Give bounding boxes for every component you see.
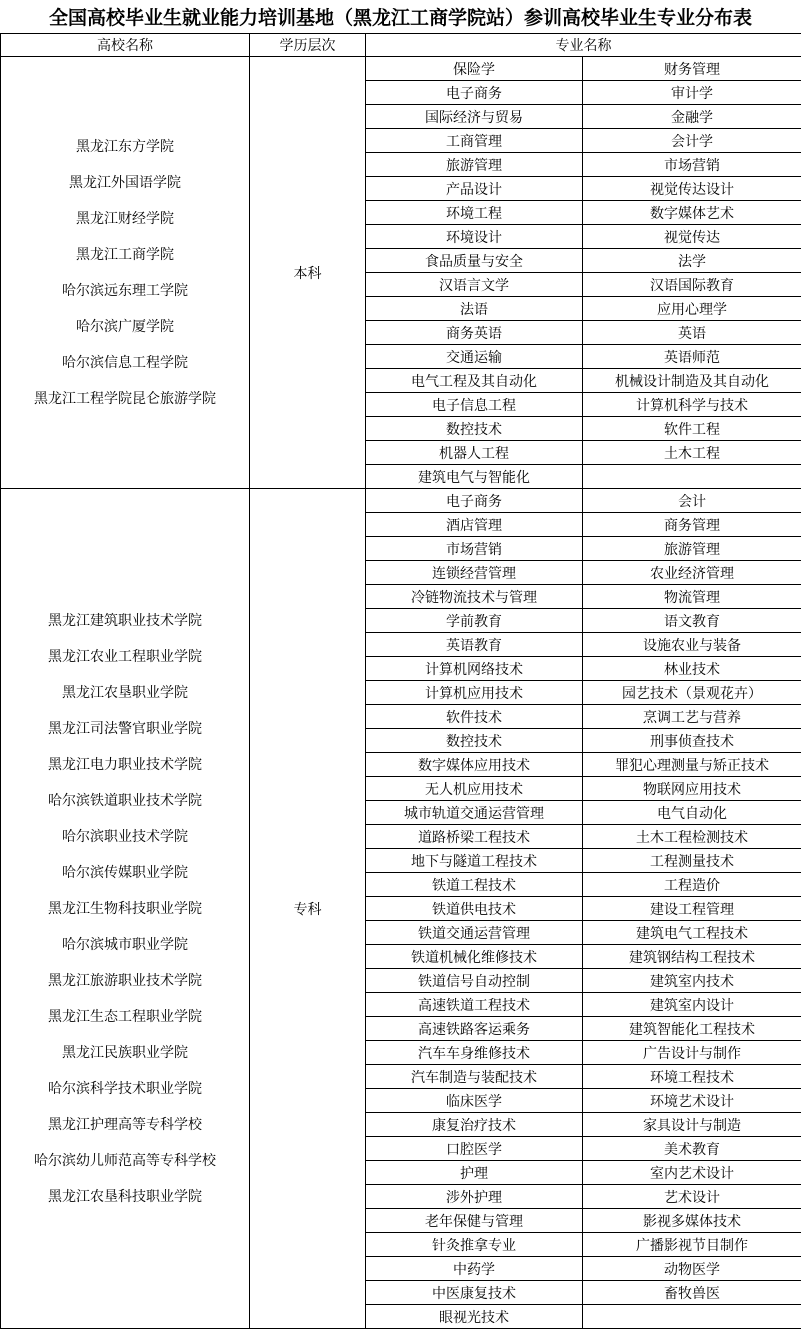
major-left: 电子商务 — [366, 489, 583, 513]
school-name: 黑龙江生态工程职业学院 — [48, 1008, 202, 1025]
major-right: 土木工程检测技术 — [583, 825, 801, 849]
major-right: 市场营销 — [583, 153, 801, 177]
major-right: 环境工程技术 — [583, 1065, 801, 1089]
major-right: 建筑电气工程技术 — [583, 921, 801, 945]
school-name: 哈尔滨幼儿师范高等专科学校 — [34, 1152, 216, 1169]
school-name: 哈尔滨广厦学院 — [76, 318, 174, 335]
major-right: 刑事侦查技术 — [583, 729, 801, 753]
major-left: 旅游管理 — [366, 153, 583, 177]
header-level: 学历层次 — [250, 34, 366, 57]
major-left: 中医康复技术 — [366, 1281, 583, 1305]
major-left: 商务英语 — [366, 321, 583, 345]
school-name: 黑龙江财经学院 — [76, 210, 174, 227]
major-left: 汽车车身维修技术 — [366, 1041, 583, 1065]
major-left: 无人机应用技术 — [366, 777, 583, 801]
major-left: 学前教育 — [366, 609, 583, 633]
major-left: 食品质量与安全 — [366, 249, 583, 273]
major-right: 语文教育 — [583, 609, 801, 633]
major-right: 广告设计与制作 — [583, 1041, 801, 1065]
school-list — [1, 129, 249, 417]
major-left: 法语 — [366, 297, 583, 321]
major-right: 建筑室内技术 — [583, 969, 801, 993]
major-right: 建筑钢结构工程技术 — [583, 945, 801, 969]
major-left: 城市轨道交通运营管理 — [366, 801, 583, 825]
major-right: 汉语国际教育 — [583, 273, 801, 297]
major-left: 数字媒体应用技术 — [366, 753, 583, 777]
major-right: 艺术设计 — [583, 1185, 801, 1209]
major-right: 农业经济管理 — [583, 561, 801, 585]
major-right: 旅游管理 — [583, 537, 801, 561]
major-left: 中药学 — [366, 1257, 583, 1281]
header-major: 专业名称 — [366, 34, 801, 57]
major-left: 铁道工程技术 — [366, 873, 583, 897]
major-right: 计算机科学与技术 — [583, 393, 801, 417]
major-left: 道路桥梁工程技术 — [366, 825, 583, 849]
school-name: 黑龙江生物科技职业学院 — [48, 900, 202, 917]
school-name: 黑龙江护理高等专科学校 — [48, 1116, 202, 1133]
major-right: 视觉传达设计 — [583, 177, 801, 201]
major-right: 机械设计制造及其自动化 — [583, 369, 801, 393]
major-left: 产品设计 — [366, 177, 583, 201]
major-left: 保险学 — [366, 57, 583, 81]
header-row — [1, 34, 801, 57]
major-left: 酒店管理 — [366, 513, 583, 537]
major-right: 动物医学 — [583, 1257, 801, 1281]
major-right: 物联网应用技术 — [583, 777, 801, 801]
education-level: 专科 — [250, 489, 366, 1329]
major-left: 铁道机械化维修技术 — [366, 945, 583, 969]
school-name: 黑龙江民族职业学院 — [62, 1044, 188, 1061]
major-right: 环境艺术设计 — [583, 1089, 801, 1113]
major-right: 物流管理 — [583, 585, 801, 609]
school-name: 黑龙江工程学院昆仑旅游学院 — [34, 390, 216, 407]
school-name: 黑龙江工商学院 — [76, 246, 174, 263]
document-title: 全国高校毕业生就业能力培训基地（黑龙江工商学院站）参训高校毕业生专业分布表 — [48, 7, 752, 29]
major-right: 烹调工艺与营养 — [583, 705, 801, 729]
major-right: 工程测量技术 — [583, 849, 801, 873]
major-right: 美术教育 — [583, 1137, 801, 1161]
major-right: 金融学 — [583, 105, 801, 129]
major-right: 广播影视节目制作 — [583, 1233, 801, 1257]
major-left: 眼视光技术 — [366, 1305, 583, 1329]
major-distribution-table — [0, 33, 801, 1329]
school-name: 哈尔滨铁道职业技术学院 — [48, 792, 202, 809]
major-right: 设施农业与装备 — [583, 633, 801, 657]
major-left: 建筑电气与智能化 — [366, 465, 583, 489]
school-name: 黑龙江建筑职业技术学院 — [48, 612, 202, 629]
major-left: 环境工程 — [366, 201, 583, 225]
school-cell — [1, 57, 250, 489]
major-left: 数控技术 — [366, 729, 583, 753]
major-left: 护理 — [366, 1161, 583, 1185]
major-left: 计算机网络技术 — [366, 657, 583, 681]
education-level: 本科 — [250, 57, 366, 489]
school-name: 黑龙江农垦职业学院 — [62, 684, 188, 701]
major-right: 罪犯心理测量与矫正技术 — [583, 753, 801, 777]
major-left: 工商管理 — [366, 129, 583, 153]
school-name: 哈尔滨传媒职业学院 — [62, 864, 188, 881]
major-left: 机器人工程 — [366, 441, 583, 465]
major-left: 汉语言文学 — [366, 273, 583, 297]
school-cell — [1, 489, 250, 1329]
school-name: 黑龙江农业工程职业学院 — [48, 648, 202, 665]
major-right: 建设工程管理 — [583, 897, 801, 921]
major-right: 土木工程 — [583, 441, 801, 465]
school-name: 哈尔滨职业技术学院 — [62, 828, 188, 845]
major-left: 英语教育 — [366, 633, 583, 657]
school-name: 黑龙江旅游职业技术学院 — [48, 972, 202, 989]
major-left: 铁道供电技术 — [366, 897, 583, 921]
header-school: 高校名称 — [1, 34, 250, 57]
major-right: 商务管理 — [583, 513, 801, 537]
major-right: 电气自动化 — [583, 801, 801, 825]
major-left: 市场营销 — [366, 537, 583, 561]
major-right: 室内艺术设计 — [583, 1161, 801, 1185]
school-name: 黑龙江外国语学院 — [69, 174, 181, 191]
major-right: 视觉传达 — [583, 225, 801, 249]
major-left: 电子信息工程 — [366, 393, 583, 417]
major-right — [583, 465, 801, 489]
major-left: 汽车制造与装配技术 — [366, 1065, 583, 1089]
major-right: 法学 — [583, 249, 801, 273]
major-left: 康复治疗技术 — [366, 1113, 583, 1137]
major-left: 铁道交通运营管理 — [366, 921, 583, 945]
major-left: 临床医学 — [366, 1089, 583, 1113]
major-right: 畜牧兽医 — [583, 1281, 801, 1305]
major-right: 会计学 — [583, 129, 801, 153]
major-left: 铁道信号自动控制 — [366, 969, 583, 993]
major-right: 会计 — [583, 489, 801, 513]
school-name: 哈尔滨信息工程学院 — [62, 354, 188, 371]
major-left: 连锁经营管理 — [366, 561, 583, 585]
major-left: 计算机应用技术 — [366, 681, 583, 705]
school-name: 哈尔滨城市职业学院 — [62, 936, 188, 953]
major-right — [583, 1305, 801, 1329]
major-right: 财务管理 — [583, 57, 801, 81]
school-name: 黑龙江农垦科技职业学院 — [48, 1188, 202, 1205]
school-list — [1, 603, 249, 1215]
major-left: 软件技术 — [366, 705, 583, 729]
major-left: 数控技术 — [366, 417, 583, 441]
major-right: 家具设计与制造 — [583, 1113, 801, 1137]
table-row — [1, 57, 801, 81]
major-right: 英语 — [583, 321, 801, 345]
school-name: 黑龙江东方学院 — [76, 138, 174, 155]
table-row — [1, 489, 801, 513]
major-left: 涉外护理 — [366, 1185, 583, 1209]
major-right: 应用心理学 — [583, 297, 801, 321]
major-left: 高速铁道工程技术 — [366, 993, 583, 1017]
major-left: 针灸推拿专业 — [366, 1233, 583, 1257]
table-body — [1, 57, 801, 1329]
school-name: 哈尔滨科学技术职业学院 — [48, 1080, 202, 1097]
major-right: 建筑室内设计 — [583, 993, 801, 1017]
major-left: 高速铁路客运乘务 — [366, 1017, 583, 1041]
major-right: 建筑智能化工程技术 — [583, 1017, 801, 1041]
major-right: 数字媒体艺术 — [583, 201, 801, 225]
major-right: 英语师范 — [583, 345, 801, 369]
major-right: 工程造价 — [583, 873, 801, 897]
school-name: 黑龙江电力职业技术学院 — [48, 756, 202, 773]
major-right: 软件工程 — [583, 417, 801, 441]
major-left: 交通运输 — [366, 345, 583, 369]
major-right: 林业技术 — [583, 657, 801, 681]
major-left: 地下与隧道工程技术 — [366, 849, 583, 873]
major-right: 园艺技术（景观花卉） — [583, 681, 801, 705]
major-left: 冷链物流技术与管理 — [366, 585, 583, 609]
major-left: 老年保健与管理 — [366, 1209, 583, 1233]
major-left: 电子商务 — [366, 81, 583, 105]
major-left: 国际经济与贸易 — [366, 105, 583, 129]
school-name: 哈尔滨远东理工学院 — [62, 282, 188, 299]
major-left: 口腔医学 — [366, 1137, 583, 1161]
school-name: 黑龙江司法警官职业学院 — [48, 720, 202, 737]
major-right: 审计学 — [583, 81, 801, 105]
major-left: 环境设计 — [366, 225, 583, 249]
major-left: 电气工程及其自动化 — [366, 369, 583, 393]
major-right: 影视多媒体技术 — [583, 1209, 801, 1233]
